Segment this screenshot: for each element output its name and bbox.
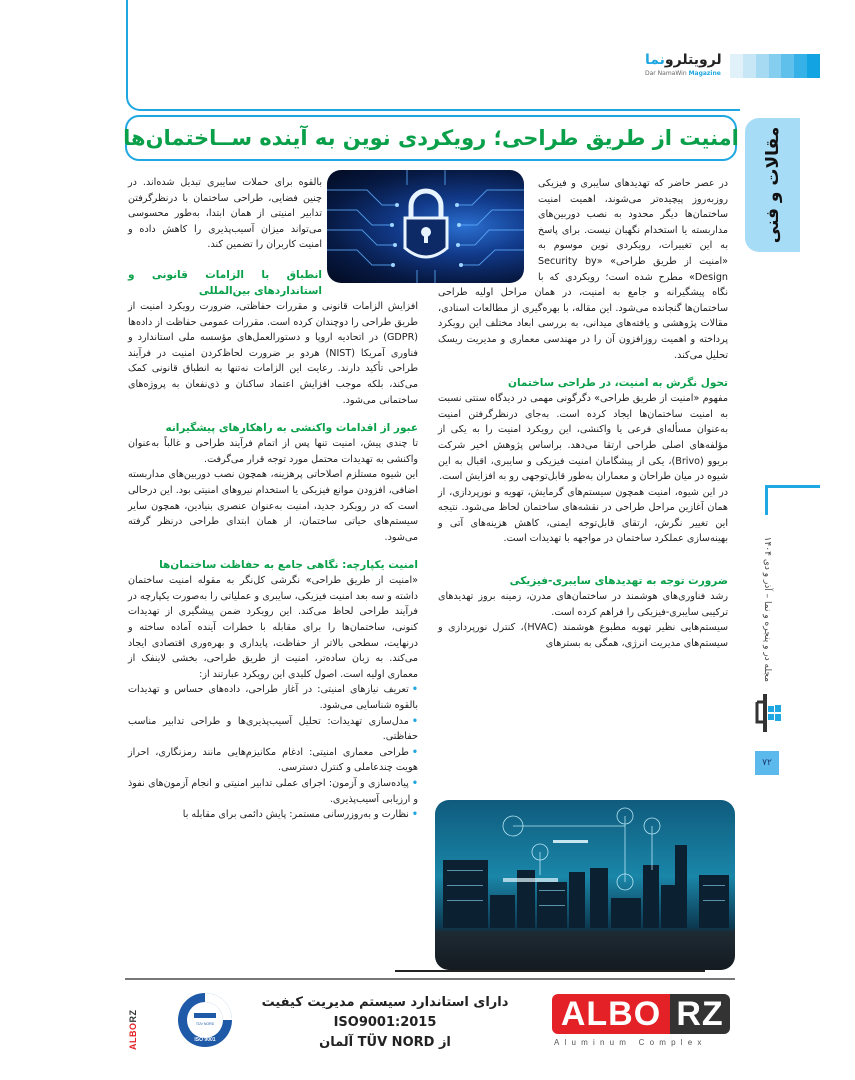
image-bottom-rule	[395, 970, 705, 972]
bullet-icon: •	[411, 809, 418, 821]
section-tab-label: مقالات و فنی	[762, 126, 783, 244]
section-paragraph: تا چندی پیش، امنیت تنها پس از اتمام فرآیند طراحی و غالباً به‌عنوان واکنشی به تهدیدات محتمل مورد توجه قرار می‌گرفت.	[128, 438, 418, 465]
article-title-box	[125, 115, 737, 161]
section-paragraph: این شیوه مستلزم اصلاحاتی پرهزینه، همچون نصب دوربین‌های مداربسته اضافی، افزودن موانع فیزیکی یا استخدام نیروهای امنیتی بود. این درحالی است که در رویکرد جدید، امنیت به‌عنوان عنصری بنیادین، همچون سایر سیستم‌های حیاتی ساختمان، از همان ابتدای طراحی درنظر گرفته می‌شود.	[128, 469, 418, 543]
bullet-icon: •	[411, 778, 418, 789]
brand-subtitle: Aluminum Complex	[554, 1038, 707, 1047]
sidebar-accent-rule-vertical	[765, 485, 768, 515]
svg-text:ISO 9001: ISO 9001	[194, 1037, 216, 1043]
bullet-icon: •	[411, 746, 418, 758]
footer-divider	[125, 978, 735, 980]
section-paragraph: افزایش الزامات قانونی و مقررات حفاظتی، ضرورت رویکرد امنیت از طریق طراحی را دوچندان کرده است. مقررات عمومی حفاظت از داده‌ها (GDPR) در اتحادیه اروپا و دستورالعمل‌های مؤسسه ملی استاندارد و فناوری آمریکا (NIST) هردو بر ضرورت لحاظ‌کردن امنیت در فرآیند طراحی تأکید دارند. رعایت این الزامات نه‌تنها به انطباق قانونی کمک می‌کند، بلکه موجب افزایش اعتماد ساکنان و ذی‌نفعان به پروژه‌های ساختمانی می‌شود.	[128, 300, 418, 406]
sidebar-accent-rule	[765, 485, 820, 488]
section-paragraph: مفهوم «امنیت از طریق طراحی» دگرگونی مهمی در دیدگاه سنتی نسبت به امنیت ساختمان‌ها ایجاد کرده است. به‌جای درنظرگرفتن امنیت به‌عنوان مسأله‌ای فرعی یا واکنشی، این رویکرد امنیت را به یکی از مؤلفه‌های اصلی طراحی ارتقا می‌دهد. براساس پژوهش اخیر شرکت بریوو (Brivo)، یکی از پیشگامان امنیت فیزیکی و سایبری، اقبال به این شیوه در میان طراحان و معماران به‌طور قابل‌توجهی رو به افزایش است.	[438, 393, 729, 483]
article-intro: در عصر حاضر که تهدیدهای سایبری و فیزیکی روزبه‌روز پیچیده‌تر می‌شوند، اهمیت امنیت ساختمان‌ها دیگر محدود به نصب دوربین‌های مداربسته یا استخدام نگهبان نیست. برای پاسخ به این تغییرات، رویکردی نوین موسوم به «امنیت از طریق طراحی» «Security by Design» مطرح شده است؛ رویکردی که با نگاه پیشگیرانه و جامع به امنیت، در همان مراحل اولیه طراحی ساختمان‌ها گنجانده می‌شود. این مقاله، با بهره‌گیری از مطالعات اسنادی، مقالات پژوهشی و یافته‌های میدانی، به بررسی ابعاد مختلف این رویکرد پرداخته و اهمیت روزافزون آن را در مهندسی معماری و مدیریت ریسک تحلیل می‌کند.	[438, 178, 729, 361]
city-skyline-illustration	[435, 800, 735, 970]
section-paragraph: در این شیوه، امنیت همچون سیستم‌های گرمایش، تهویه و نورپردازی، از همان آغازین مراحل طراحی در نقشه‌های ساختمان لحاظ می‌شود. نتیجه این تغییر نگرش، ارتقای قابل‌توجه ایمنی، کاهش هزینه‌های آتی و بهینه‌سازی عملکرد ساختمان در مواجهه با تهدیدات است.	[438, 486, 728, 545]
logo-stripes	[730, 54, 820, 78]
certification-text: دارای استاندارد سیستم مدیریت کیفیت ISO9001:2015 از TÜV NORD آلمان	[261, 995, 509, 1050]
list-item: •تعریف نیازهای امنیتی: در آغاز طراحی، داده‌های حساس و تهدیدات بالقوه شناسایی می‌شود.	[128, 684, 418, 712]
section-heading: ضرورت توجه به تهدیدهای سایبری-فیزیکی	[509, 575, 728, 588]
brand-dark-block: RZ	[670, 994, 730, 1034]
article-column-left	[128, 175, 418, 823]
section-paragraph: «امنیت از طریق طراحی» نگرشی کل‌نگر به مقوله امنیت ساختمان داشته و سه بعد امنیت فیزیکی، سایبری و عملیاتی را به‌صورت یکپارچه در فرآیند طراحی لحاظ می‌کند. این رویکرد ضمن پیشگیری از تهدیدات کنونی، ساختمان‌ها را برای مقابله با خطرات آینده آماده ساخته و درنهایت، سطحی بالاتر از حفاظت، پایداری و بهره‌وری اقتصادی ایجاد می‌کند. به زبان ساده‌تر، امنیت از طریق طراحی، بخشی لاینفک از معماری اولیه است. اصول کلیدی این رویکرد عبارتند از:	[128, 575, 418, 680]
section-heading: امنیت یکپارچه: نگاهی جامع به حفاظت ساختمان‌ها	[159, 559, 418, 572]
alborz-brand-logo	[552, 994, 730, 1054]
logo-text-main: لرویتلرو	[664, 52, 722, 68]
article-title: امنیت از طریق طراحی؛ رویکردی نوین به آینده ســاختمان‌ها	[123, 126, 739, 150]
brand-red-block: ALBO	[552, 994, 670, 1034]
article-column-right	[438, 176, 728, 651]
section-tab	[745, 118, 800, 252]
logo-stripe	[807, 54, 820, 78]
logo-stripe	[781, 54, 794, 78]
list-item: •طراحی معماری امنیتی: ادغام مکانیزم‌هایی مانند رمزنگاری، احراز هویت چندعاملی و کنترل دسترسی.	[128, 746, 418, 774]
list-item: •پیاده‌سازی و آزمون: اجرای عملی تدابیر امنیتی و انجام آزمون‌های نفوذ و ارزیابی آسیب‌پذیری.	[128, 778, 418, 805]
logo-stripe	[743, 54, 756, 78]
logo-stripe	[794, 54, 807, 78]
logo-text-accent: نما	[645, 52, 665, 68]
section-heading: تحول نگرش به امنیت، در طراحی ساختمان	[507, 377, 728, 390]
left-intro: بالقوه برای حملات سایبری تبدیل شده‌اند. در چنین فضایی، طراحی ساختمان با درنظرگرفتن تدابیر امنیتی از همان ابتدا، به‌طور محسوسی می‌تواند میزان آسیب‌پذیری را کاهش داده و امنیت کاربران را تضمین کند.	[128, 177, 322, 251]
key-principles-list	[128, 682, 418, 822]
svg-text:TÜV NORD: TÜV NORD	[195, 1022, 215, 1026]
logo-stripe	[756, 54, 769, 78]
window-door-logo-icon	[755, 692, 783, 734]
list-item: •نظارت و به‌روزرسانی مستمر: پایش دائمی برای مقابله با	[182, 809, 418, 821]
logo-stripe	[769, 54, 782, 78]
bullet-icon: •	[411, 684, 418, 696]
section-heading: عبور از اقدامات واکنشی به راهکارهای پیشگیرانه	[165, 422, 418, 435]
list-item: •مدل‌سازی تهدیدات: تحلیل آسیب‌پذیری‌ها و طراحی تدابیر مناسب حفاظتی.	[128, 715, 418, 743]
vertical-brand-mark: ALBORZ	[128, 1009, 138, 1050]
logo-sub: Dar NamaWin	[645, 70, 687, 77]
section-heading: انطباق با الزامات قانونی و استانداردهای بین‌المللی	[128, 268, 322, 297]
section-paragraph: سیستم‌هایی نظیر تهویه مطبوع هوشمند (HVAC)، کنترل نورپردازی و سیستم‌های مدیریت انرژی، همگی به بسترهای	[438, 622, 728, 649]
bullet-icon: •	[411, 715, 418, 727]
page-number: ۷۲	[755, 751, 779, 775]
magazine-issue-info: مجله در و پنجره و نما – آذر و دی ۱۴۰۴	[762, 536, 772, 682]
logo-sub-accent: Magazine	[688, 70, 721, 77]
section-paragraph: رشد فناوری‌های هوشمند در ساختمان‌های مدرن، زمینه بروز تهدیدهای ترکیبی سایبری-فیزیکی را فراهم کرده است.	[438, 591, 728, 618]
smart-city-image	[435, 800, 735, 970]
logo-stripe	[730, 54, 743, 78]
